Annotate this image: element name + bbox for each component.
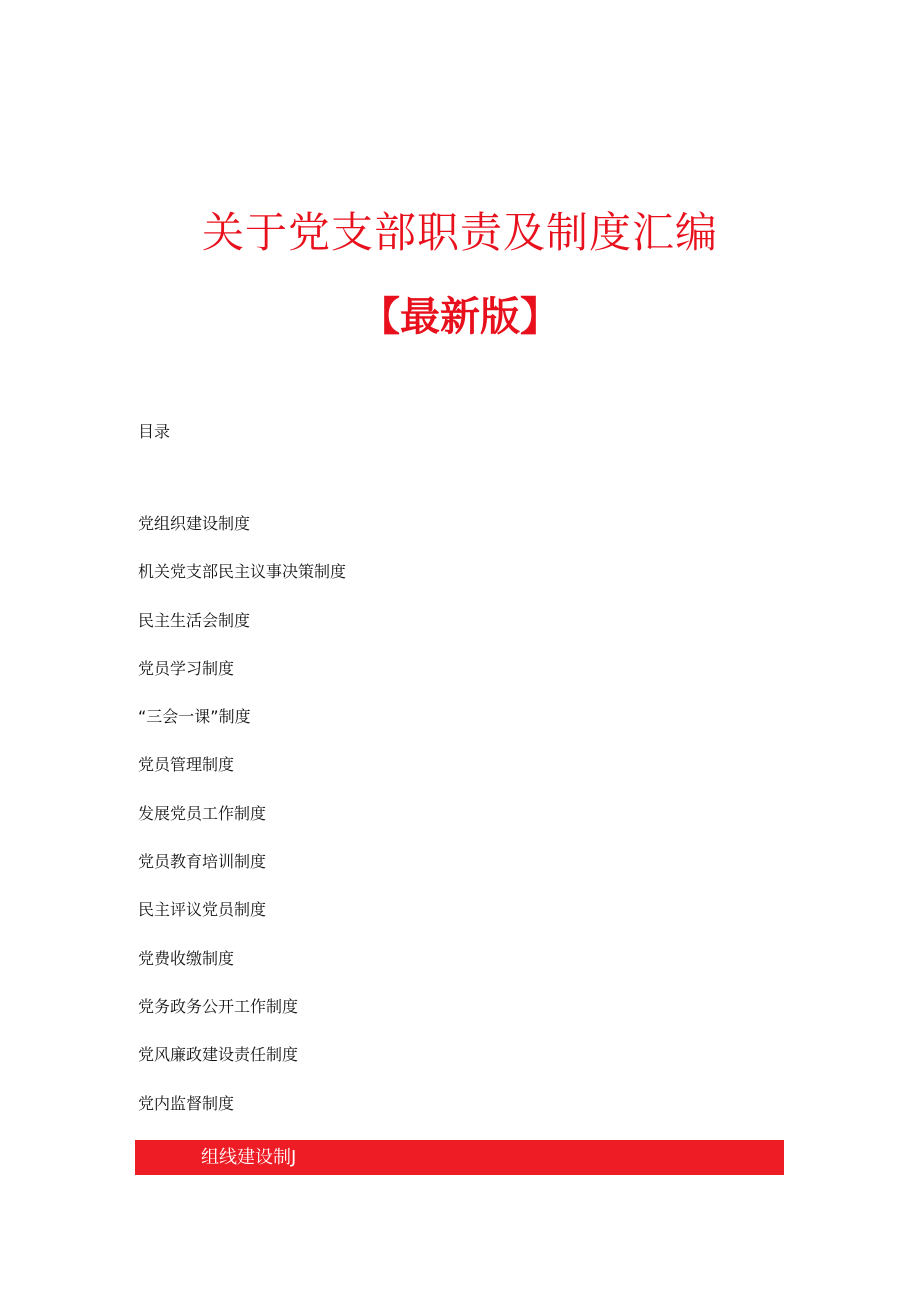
toc-item: 党组织建设制度 <box>138 514 251 533</box>
document-title: 关于党支部职责及制度汇编 <box>201 208 718 257</box>
document-subtitle: 【最新版】 <box>360 294 560 340</box>
toc-item: “三会一课”制度 <box>138 707 251 727</box>
toc-item: 民主评议党员制度 <box>138 900 267 920</box>
toc-item: 机关党支部民主议事决策制度 <box>138 562 347 582</box>
toc-item: 民主生活会制度 <box>138 610 251 630</box>
toc-heading: 目录 <box>138 422 171 441</box>
section-banner-title: 组线建设制J <box>201 1147 297 1168</box>
toc-item: 党员管理制度 <box>138 755 235 775</box>
table-of-contents <box>138 512 346 1140</box>
toc-item: 党风廉政建设责任制度 <box>138 1045 299 1065</box>
section-banner <box>135 1140 784 1175</box>
toc-item: 党费收缴制度 <box>138 948 235 968</box>
toc-item: 党务政务公开工作制度 <box>138 996 299 1016</box>
toc-item: 党内监督制度 <box>138 1093 235 1113</box>
toc-item: 发展党员工作制度 <box>138 803 267 823</box>
toc-item: 党员学习制度 <box>138 658 235 678</box>
toc-item: 党员教育培训制度 <box>138 852 267 872</box>
